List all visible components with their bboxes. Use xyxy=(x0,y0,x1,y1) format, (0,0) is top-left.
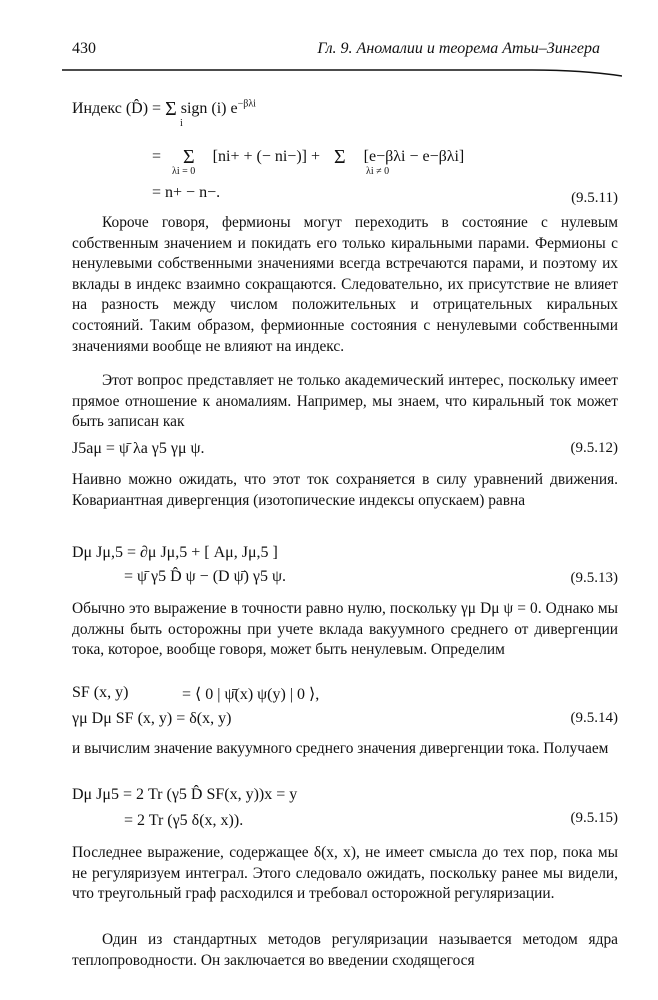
paragraph-2: Этот вопрос представляет не только академический интерес, поскольку имеет прямое отношение к аномалиям. Например, мы знаем, что киральный ток может быть записан как xyxy=(72,372,618,431)
paragraph-5: и вычислим значение вакуумного среднего значения дивергенции тока. Получаем xyxy=(72,740,609,757)
equation-9-5-15-line1: Dμ Jμ5 = 2 Tr (γ5 D̂ SF(x, y))x = y xyxy=(72,786,298,803)
equation-9-5-14-line2: γμ Dμ SF (x, y) = δ(x, y) xyxy=(72,710,232,727)
equation-9-5-13-line1: Dμ Jμ,5 = ∂μ Jμ,5 + [ Aμ, Jμ,5 ] xyxy=(72,544,278,561)
equation-number-9-5-15: (9.5.15) xyxy=(570,810,618,826)
paragraph-1: Короче говоря, фермионы могут переходить в состояние с нулевым собственным значением и покидать его только киральными парами. Фермионы с ненулевыми собственными значениями всегда встречаются парами, и поэтому их вклады в индекс взаимно сокращаются. Следовательно, их присутствие не влияет на разность между числом положительных и отрицательных киральных состояний. Таким образом, фермионные состояния с ненулевыми собственными значениями вообще не влияют на индекс. xyxy=(72,214,618,355)
equation-9-5-11-line3: = n+ − n−. xyxy=(152,184,221,201)
equation-9-5-12: J5aμ = ψ̄ λa γ5 γμ ψ. xyxy=(72,440,205,457)
equation-9-5-14-line1-lhs: SF (x, y) xyxy=(72,684,129,701)
equation-number-9-5-13: (9.5.13) xyxy=(570,570,618,586)
header-rule xyxy=(62,60,622,80)
equation-number-9-5-14: (9.5.14) xyxy=(570,710,618,726)
paragraph-3: Наивно можно ожидать, что этот ток сохраняется в силу уравнений движения. Ковариантная дивергенция (изотопические индексы опускаем) равна xyxy=(72,471,618,509)
equation-9-5-14-line1-rhs: = ⟨ 0 | ψ̄(x) ψ(y) | 0 ⟩, xyxy=(182,686,320,703)
sum-index-i: i xyxy=(180,118,183,129)
equation-number-9-5-11: (9.5.11) xyxy=(571,190,618,206)
page-number: 430 xyxy=(72,40,96,57)
equation-9-5-11-line1: Индекс (D̂) = Σ sign (i) $e^{-\beta\lambda i}$ xyxy=(72,98,256,120)
paragraph-7: Один из стандартных методов регуляризации называется методом ядра теплопроводности. Он заключается во введении сходящегося xyxy=(72,931,618,969)
running-title: Гл. 9. Аномалии и теорема Атьи–Зингера xyxy=(317,40,600,57)
sum-index-nonzero: λi ≠ 0 xyxy=(366,166,390,177)
equation-9-5-11-line2: = Σ [ni+ + (− ni−)] + Σ [e−βλi − e−βλi] xyxy=(152,146,465,168)
equation-9-5-13-line2: = ψ̄ γ5 D̂ ψ − (D ψ̄) γ5 ψ. xyxy=(124,568,287,585)
paragraph-6: Последнее выражение, содержащее δ(x, x), не имеет смысла до тех пор, пока мы не регуляризуем интеграл. Этого следовало ожидать, поскольку ранее мы видели, что треугольный граф расходился и требовал осторожной регуляризации. xyxy=(72,844,618,903)
equation-number-9-5-12: (9.5.12) xyxy=(570,440,618,456)
paragraph-4: Обычно это выражение в точности равно нулю, поскольку γμ Dμ ψ = 0. Однако мы должны быть осторожны при учете вклада вакуумного среднего от дивергенции тока, которое, вообще говоря, может быть ненулевым. Определим xyxy=(72,600,618,659)
sum-index-zero: λi = 0 xyxy=(172,166,196,177)
equation-9-5-15-line2: = 2 Tr (γ5 δ(x, x)). xyxy=(124,812,244,829)
